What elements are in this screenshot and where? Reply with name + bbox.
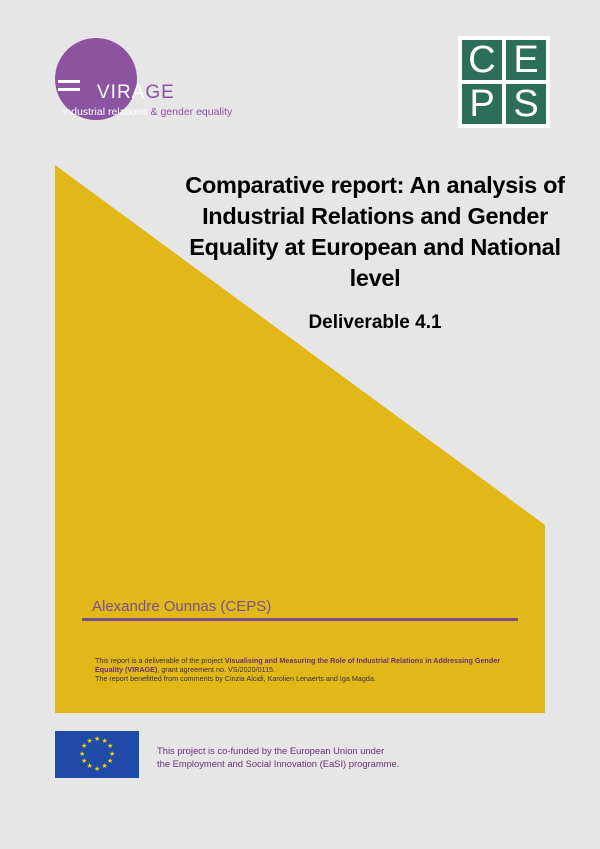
ceps-letter: C [462,40,502,80]
eu-star-icon: ★ [94,735,101,743]
eu-star-icon: ★ [86,737,93,745]
virage-bars-icon [58,80,80,96]
virage-tagline-tail: & gender equality [150,106,233,118]
note-agreement: , grant agreement no. VS/2020/0115. [157,665,276,674]
virage-tagline [63,106,232,118]
virage-name-tail: GE [145,82,175,103]
funding-line-1: This project is co-funded by the European Union under [157,745,385,756]
eu-star-icon: ★ [101,763,108,771]
eu-star-icon: ★ [106,743,114,750]
eu-star-icon: ★ [79,750,86,758]
virage-name [97,82,175,104]
funding-line-2: the Employment and Social Innovation (EaSI) programme. [157,758,400,769]
ceps-letter: P [462,84,502,124]
eu-star-icon: ★ [94,765,101,773]
project-note [95,656,515,683]
note-intro: This report is a deliverable of the project [95,656,225,665]
report-title: Comparative report: An analysis of Industrial Relations and Gender Equality at European and National level [185,172,565,291]
eu-flag-icon [55,731,139,778]
note-comments: The report benefitted from comments by Cinzia Alcidi, Karolien Lenaerts and Iga Magda. [95,674,376,683]
author-divider [82,618,518,621]
ceps-logo [458,36,550,128]
note-project-name: Visualising and Measuring the Role of Industrial Relations in Addressing Gender Equality (VIRAGE) [95,656,501,674]
eu-star-icon: ★ [101,737,108,745]
author: Alexandre Ounnas (CEPS) [92,598,272,615]
eu-star-icon: ★ [81,758,88,765]
eu-star-icon: ★ [109,750,116,758]
eu-star-icon: ★ [86,763,93,771]
virage-tagline-main: industrial relations [63,106,151,118]
eu-star-icon: ★ [106,758,114,765]
virage-name-main: VIRA [97,82,146,103]
deliverable-subtitle: Deliverable 4.1 [308,312,442,333]
virage-logo [55,38,245,118]
eu-star-icon: ★ [81,743,88,750]
ceps-letter: S [506,84,546,124]
funding-statement [157,744,399,770]
ceps-letter: E [506,40,546,80]
